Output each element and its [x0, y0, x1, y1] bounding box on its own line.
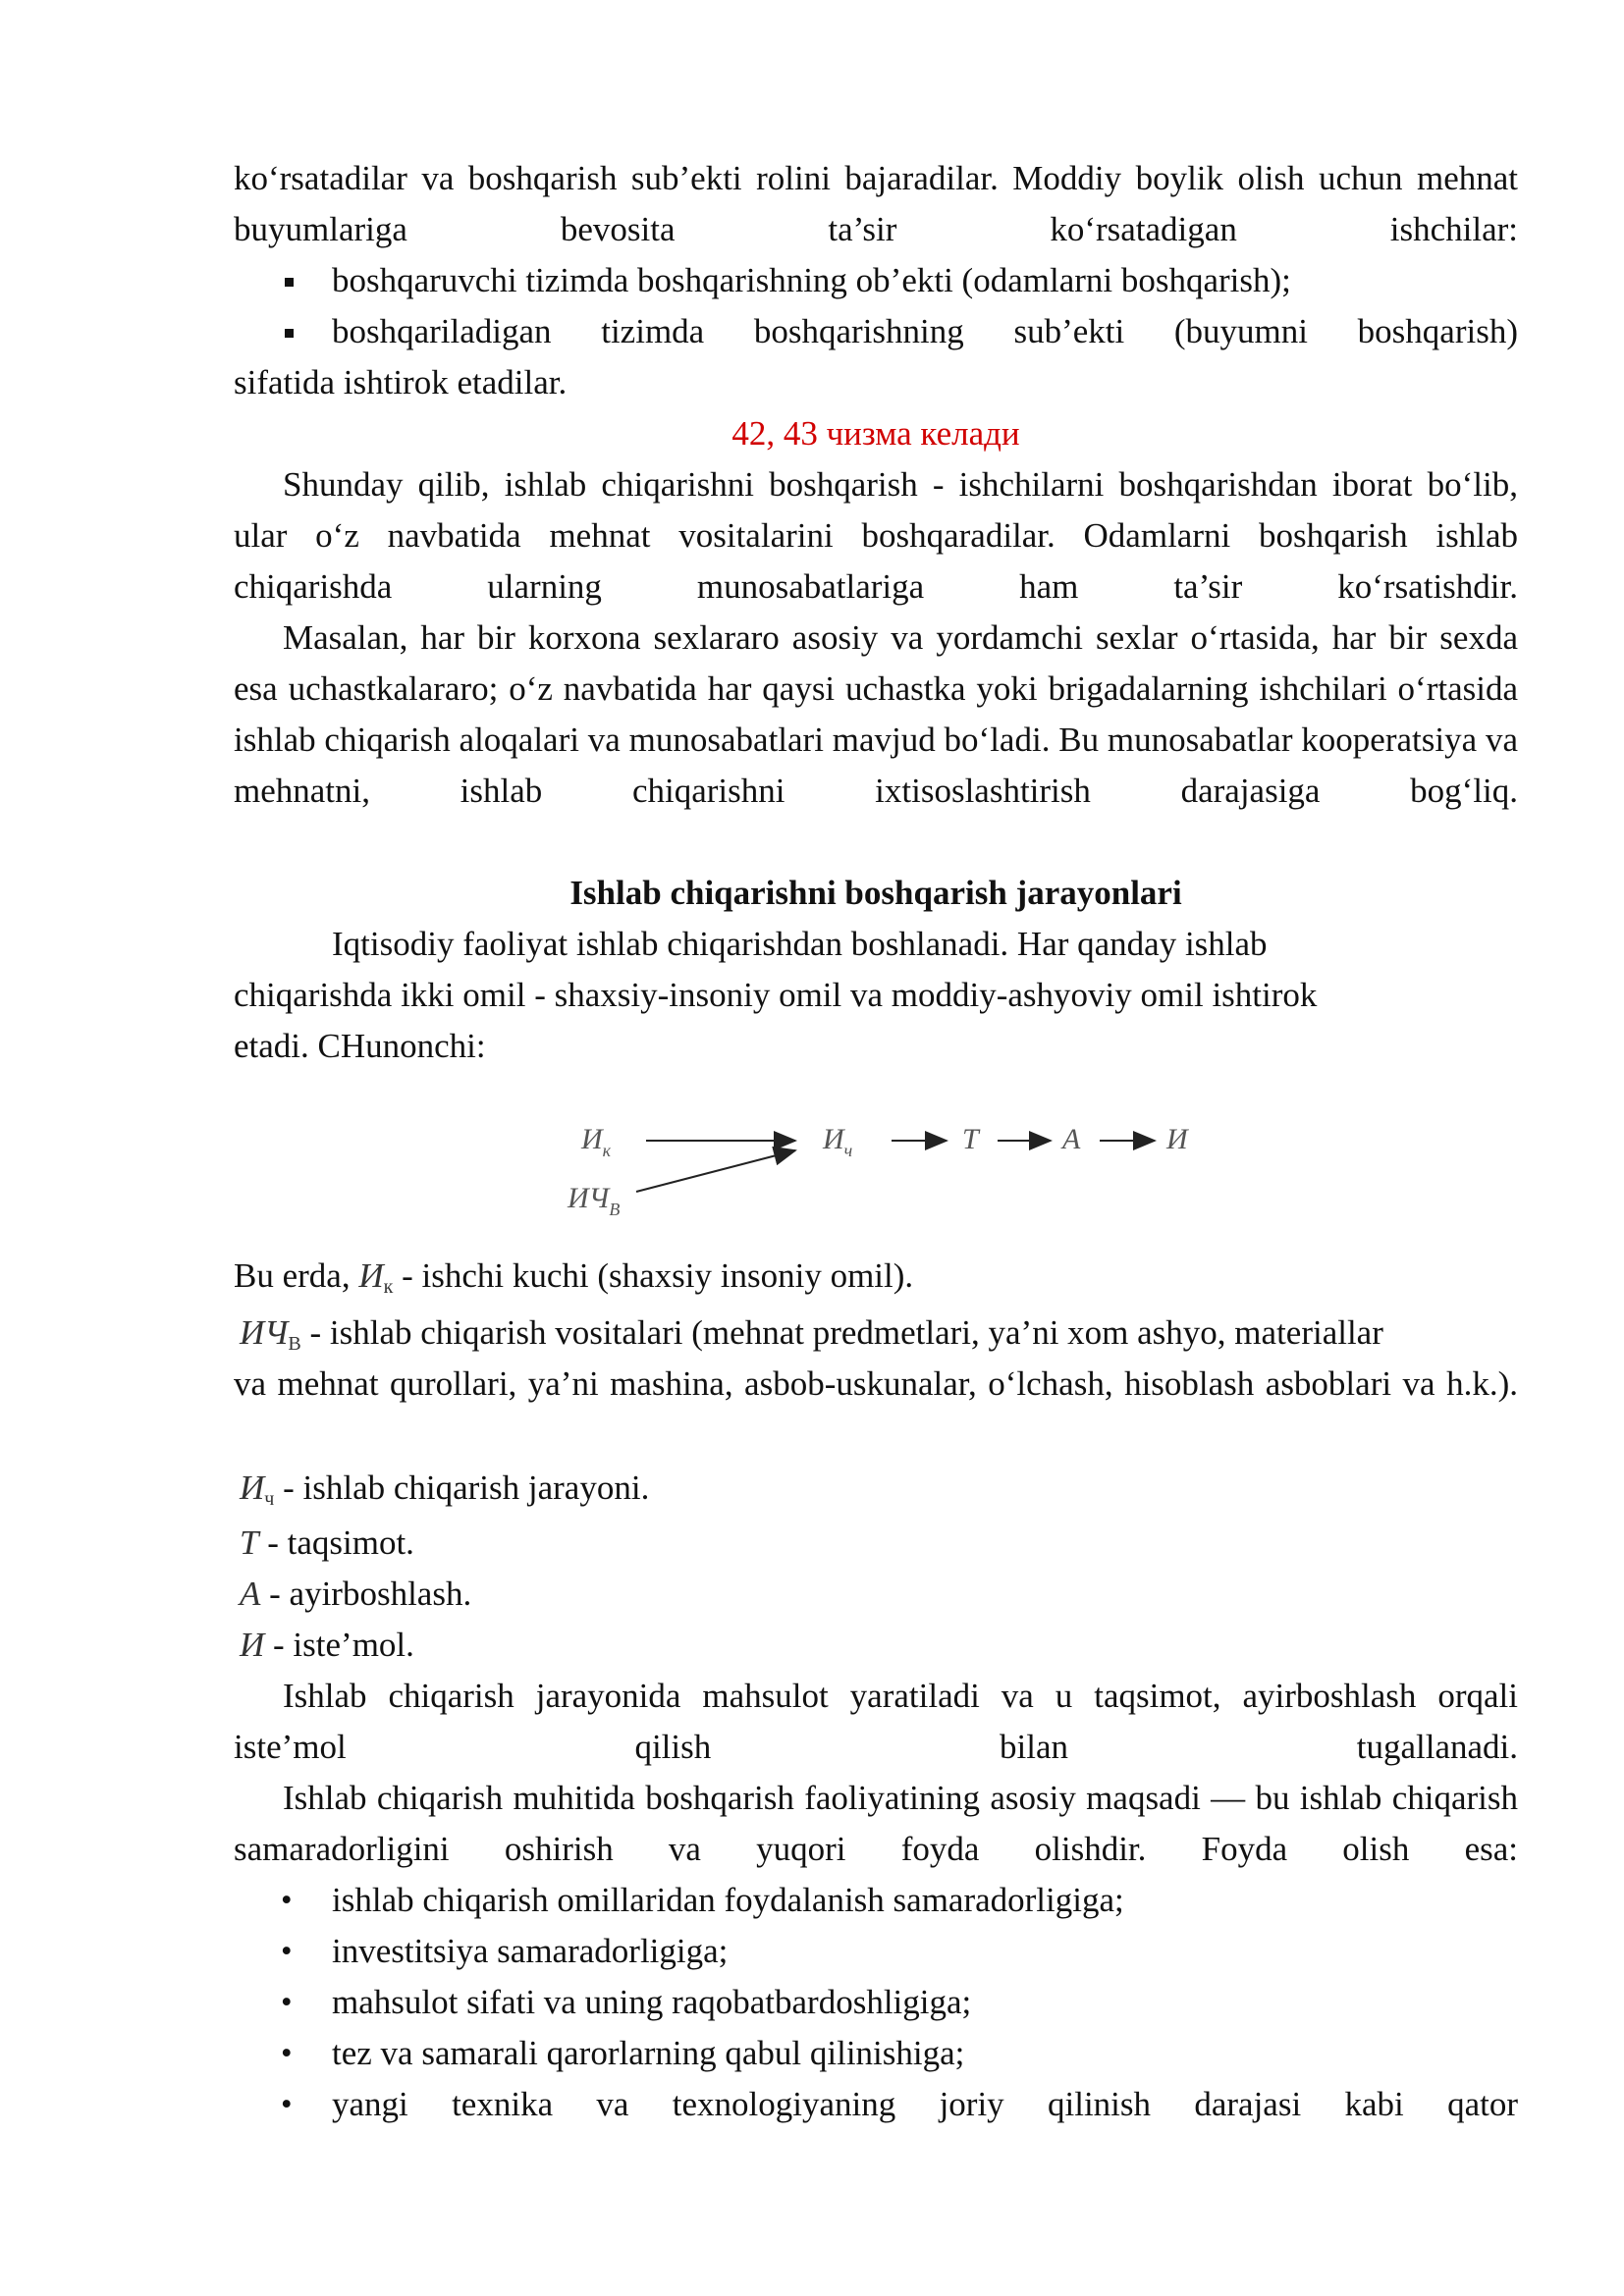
- legend-line: [240, 1569, 471, 1620]
- legend-text: - ayirboshlash.: [269, 1575, 472, 1613]
- legend-intro: Bu erda,: [234, 1256, 351, 1295]
- square-bullet-icon: [285, 329, 294, 338]
- diagram-ich-label: $И_ч$: [823, 1123, 853, 1160]
- bullet-dot-icon: •: [281, 2036, 293, 2071]
- list-item-text: boshqariladigan tizimda boshqarishning sub’ekti (buyumni boshqarish): [332, 312, 1518, 350]
- square-bullet-icon: [285, 278, 294, 287]
- paragraph: Masalan, har bir korxona sexlararo asosiy va yordamchi sexlar o‘rtasida, har bir sexda esa uchastkalararo; o‘z navbatida har qaysi uchastka yoki brigadalarning ishchilari o‘rtasida ishlab chiqarish aloqalari va munosabatlari mavjud bo‘ladi. Bu munosabatlar kooperatsiya va mehnatni, ishlab chiqarishni ixtisoslashtirish darajasiga bog‘liq.: [234, 618, 1518, 810]
- legend-text: - taqsimot.: [267, 1523, 414, 1562]
- paragraph-intro: ko‘rsatadilar va boshqarish sub’ekti rolini bajaradilar. Moddiy boylik olish uchun mehnat buyumlariga bevosita ta’sir ko‘rsatadigan ishchilar:: [234, 159, 1518, 248]
- diagram-ik-label: $И_к$: [581, 1123, 612, 1160]
- symbol-t: Т: [240, 1523, 259, 1562]
- figure-note: 42, 43 чизма келади: [731, 414, 1020, 453]
- list-item-text: tez va samarali qarorlarning qabul qilinishiga;: [332, 2034, 965, 2072]
- list-item: [281, 1926, 729, 1977]
- list-item-text: ishlab chiqarish omillaridan foydalanish samaradorligiga;: [332, 1881, 1124, 1919]
- legend-text: - ishlab chiqarish jarayoni.: [283, 1468, 650, 1507]
- symbol-ichv: $ИЧ_В$: [240, 1313, 301, 1355]
- legend-line: [240, 1463, 649, 1524]
- diagram-ichv-label: $ИЧ_В$: [568, 1182, 621, 1219]
- bullet-dot-icon: •: [281, 2087, 293, 2122]
- list-item-text: investitsiya samaradorligiga;: [332, 1932, 729, 1970]
- list-item: [281, 1977, 972, 2028]
- diagram-t-label: Т: [962, 1123, 979, 1155]
- list-item-continuation: sifatida ishtirok etadilar.: [234, 363, 568, 401]
- list-item-text: mahsulot sifati va uning raqobatbardoshligiga;: [332, 1983, 972, 2021]
- legend-line: [234, 1251, 913, 1312]
- legend-line: [240, 1518, 414, 1569]
- paragraph-line: Iqtisodiy faoliyat ishlab chiqarishdan boshlanadi. Har qanday ishlab: [332, 925, 1268, 963]
- diagram-a-label: А: [1062, 1123, 1081, 1155]
- legend-text: - iste’mol.: [273, 1626, 414, 1664]
- paragraph-line: chiqarishda ikki omil - shaxsiy-insoniy omil va moddiy-ashyoviy omil ishtirok: [234, 976, 1318, 1014]
- list-item: [285, 255, 1518, 306]
- diagram-i-label: И: [1166, 1123, 1188, 1155]
- production-flow-diagram: [550, 1099, 1237, 1227]
- diagram-arrow: [636, 1150, 795, 1192]
- symbol-ik: $И_к$: [358, 1256, 394, 1298]
- paragraph: Ishlab chiqarish muhitida boshqarish faoliyatining asosiy maqsadi — bu ishlab chiqarish samaradorligini oshirish va yuqori foyda olishdir. Foyda olish esa:: [234, 1779, 1518, 1868]
- bullet-dot-icon: •: [281, 1985, 293, 2020]
- section-heading: Ishlab chiqarishni boshqarish jarayonlari: [569, 874, 1182, 912]
- legend-continuation: va mehnat qurollari, ya’ni mashina, asbob-uskunalar, o‘lchash, hisoblash asboblari va h.k.).: [234, 1364, 1518, 1403]
- bullet-dot-icon: •: [281, 1934, 293, 1969]
- paragraph: Shunday qilib, ishlab chiqarishni boshqarish - ishchilarni boshqarishdan iborat bo‘lib, ular o‘z navbatida mehnat vositalarini boshqaradilar. Odamlarni boshqarish ishlab chiqarishda ularning munosabatlariga ham ta’sir ko‘rsatishdir.: [234, 465, 1518, 606]
- legend-text: - ishchi kuchi (shaxsiy insoniy omil).: [402, 1256, 914, 1295]
- legend-line: [240, 1620, 414, 1671]
- list-item: [281, 2079, 1518, 2181]
- list-item-text: boshqaruvchi tizimda boshqarishning ob’ekti (odamlarni boshqarish);: [332, 261, 1291, 299]
- list-item: [281, 1875, 1124, 1926]
- symbol-i: И: [240, 1626, 265, 1664]
- paragraph-line: etadi. CHunonchi:: [234, 1027, 486, 1065]
- legend-text: - ishlab chiqarish vositalari (mehnat predmetlari, ya’ni xom ashyo, materiallar: [309, 1313, 1383, 1352]
- paragraph: Ishlab chiqarish jarayonida mahsulot yaratiladi va u taqsimot, ayirboshlash orqali iste’mol qilish bilan tugallanadi.: [234, 1677, 1518, 1766]
- list-item: [281, 2028, 965, 2079]
- symbol-ich: $И_ч$: [240, 1468, 275, 1510]
- list-item-text: yangi texnika va texnologiyaning joriy qilinish darajasi kabi qator: [332, 2085, 1518, 2123]
- bullet-dot-icon: •: [281, 1883, 293, 1918]
- symbol-a: А: [240, 1575, 261, 1613]
